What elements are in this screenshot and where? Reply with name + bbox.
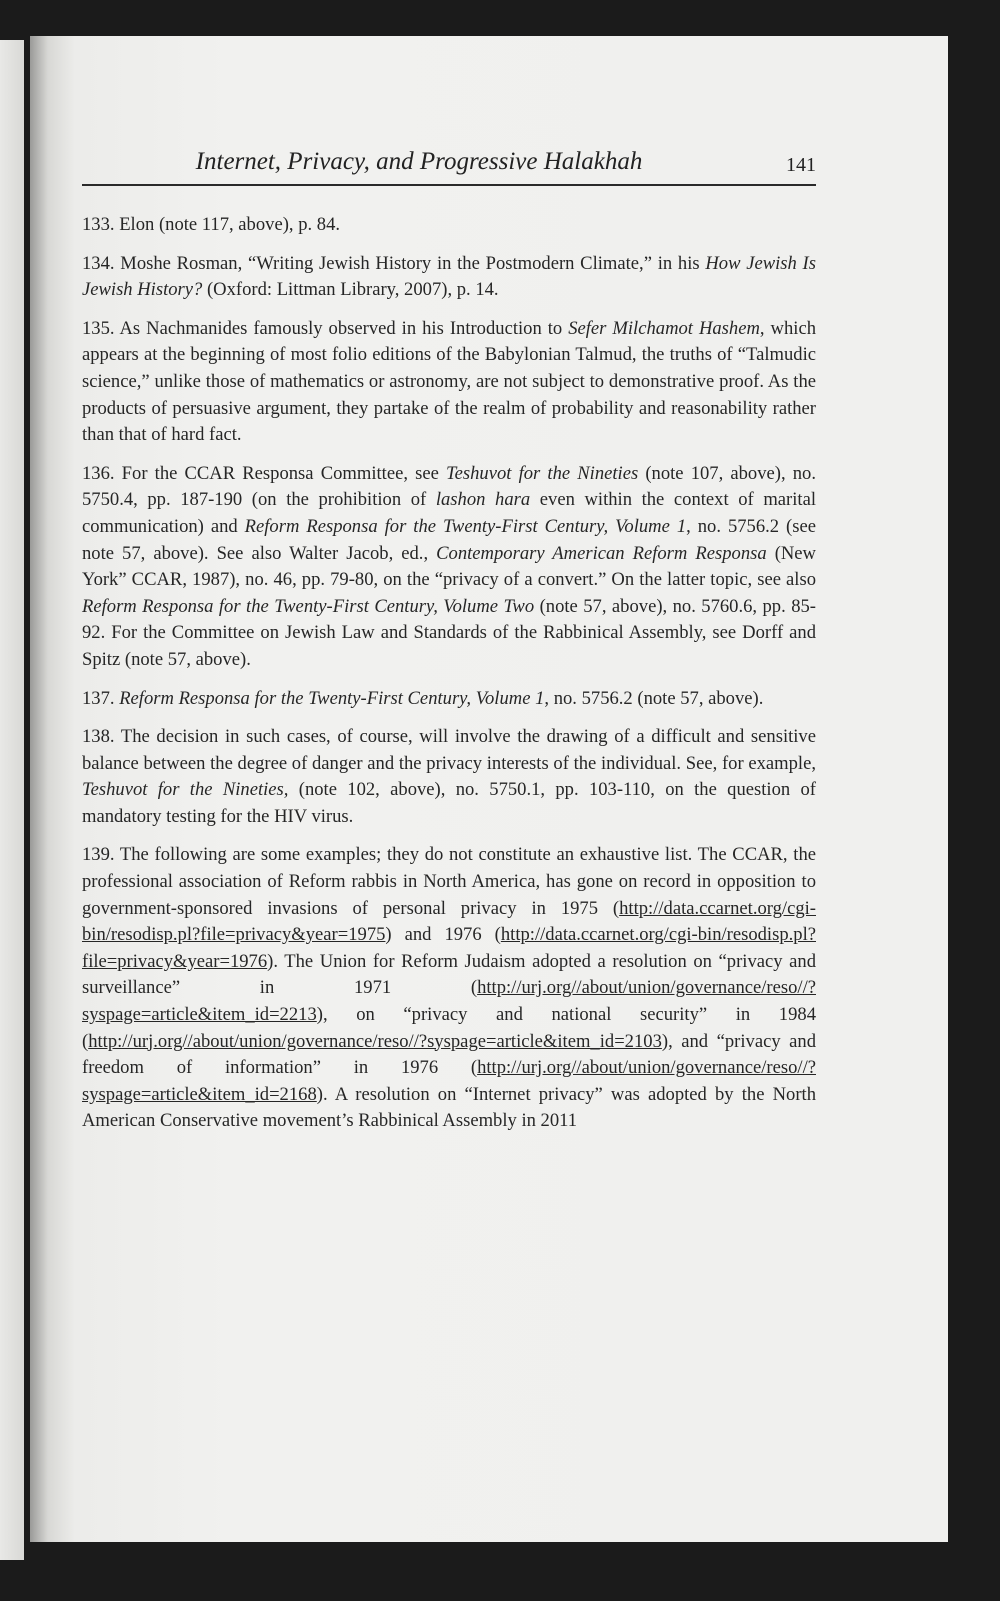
running-header: [82, 148, 816, 186]
running-title: Internet, Privacy, and Progressive Halakhah: [195, 148, 643, 175]
note-text: 133. Elon (note 117, above), p. 84.: [82, 214, 341, 235]
note-text: 134. Moshe Rosman, “Writing Jewish History in the Postmodern Climate,” in his: [82, 252, 706, 274]
italic-title: lashon hara: [435, 489, 531, 511]
endnote: [82, 461, 816, 674]
note-text: , no. 5756.2 (see note 57, above). See also Walter Jacob, ed.,: [82, 515, 816, 564]
note-text: (Oxford: Littman Library, 2007), p. 14.: [202, 279, 499, 301]
note-text: 135. As Nachmanides famously observed in his Introduction to: [82, 317, 569, 339]
page-number: 141: [786, 154, 816, 176]
italic-title: How Jewish Is Jewish History?: [82, 252, 816, 301]
url-link[interactable]: http://data.ccarnet.org/cgi-bin/resodisp.pl?file=privacy&year=1975: [82, 897, 816, 946]
facing-page-edge: [0, 40, 24, 1560]
url-link[interactable]: http://urj.org//about/union/governance/reso//?syspage=article&item_id=2103: [88, 1030, 662, 1052]
note-text: even within the context of marital communication) and: [82, 489, 816, 537]
italic-title: Reform Responsa for the Twenty-First Century, Volume 1: [119, 687, 545, 709]
endnote: [82, 316, 816, 449]
note-text: ). A resolution on “Internet privacy” was adopted by the North American Conservative movement’s Rabbinical Assembly in 2011: [82, 1083, 816, 1132]
note-text: 139. The following are some examples; they do not constitute an exhaustive list. The CCAR, the professional association of Reform rabbis in North America, has gone on record in opposition to government-sponsored invasions of personal privacy in 1975 (: [82, 844, 816, 919]
note-text: (note 57, above), no. 5760.6, pp. 85-92. For the Committee on Jewish Law and Standards of the Rabbinical Assembly, see Dorff and Spitz (note 57, above).: [82, 595, 816, 670]
note-text: , which appears at the beginning of most folio editions of the Babylonian Talmud, the truths of “Talmudic science,” unlike those of mathematics or astronomy, are not subject to demonstrative proof. As the products of persuasive argument, they partake of the realm of probability and reasonability rather than that of hard fact.: [82, 317, 816, 446]
note-text: (note 107, above), no. 5750.4, pp. 187-190 (on the prohibition of: [82, 462, 817, 511]
italic-title: Teshuvot for the Nineties,: [82, 779, 289, 801]
note-text: 138. The decision in such cases, of course, will involve the drawing of a difficult and sensitive balance between the degree of danger and the privacy interests of the individual. See, for example,: [82, 726, 816, 774]
italic-title: Contemporary American Reform Responsa: [436, 542, 767, 564]
italic-title: Reform Responsa for the Twenty-First Century, Volume Two: [82, 595, 535, 617]
italic-title: Reform Responsa for the Twenty-First Century, Volume 1: [244, 515, 687, 537]
note-text: , no. 5756.2 (note 57, above).: [544, 687, 764, 709]
endnote: [82, 212, 816, 239]
endnotes: [82, 212, 816, 1147]
url-link[interactable]: http://urj.org//about/union/governance/reso//?syspage=article&item_id=2213: [82, 977, 816, 1026]
url-link[interactable]: http://data.ccarnet.org/cgi-bin/resodisp.pl?file=privacy&year=1976: [82, 924, 816, 972]
italic-title: Sefer Milchamot Hashem: [568, 317, 760, 339]
note-text: (note 102, above), no. 5750.1, pp. 103-110, on the question of mandatory testing for the HIV virus.: [82, 779, 816, 827]
note-text: 137.: [82, 687, 120, 709]
url-link[interactable]: http://urj.org//about/union/governance/reso//?syspage=article&item_id=2168: [82, 1057, 816, 1105]
note-text: ) and 1976 (: [385, 924, 501, 946]
note-text: ), on “privacy and national security” in 1984 (: [82, 1004, 816, 1052]
note-text: ). The Union for Reform Judaism adopted a resolution on “privacy and surveillance” in 1971 (: [82, 950, 816, 999]
note-text: ), and “privacy and freedom of information” in 1976 (: [82, 1030, 816, 1079]
endnote: [82, 724, 816, 830]
endnote: [82, 686, 816, 713]
endnote: [82, 251, 816, 304]
note-text: 136. For the CCAR Responsa Committee, see: [82, 462, 446, 484]
note-text: (New York” CCAR, 1987), no. 46, pp. 79-80, on the “privacy of a convert.” On the latter topic, see also: [82, 542, 816, 591]
italic-title: Teshuvot for the Nineties: [446, 462, 639, 484]
endnote: [82, 842, 816, 1135]
